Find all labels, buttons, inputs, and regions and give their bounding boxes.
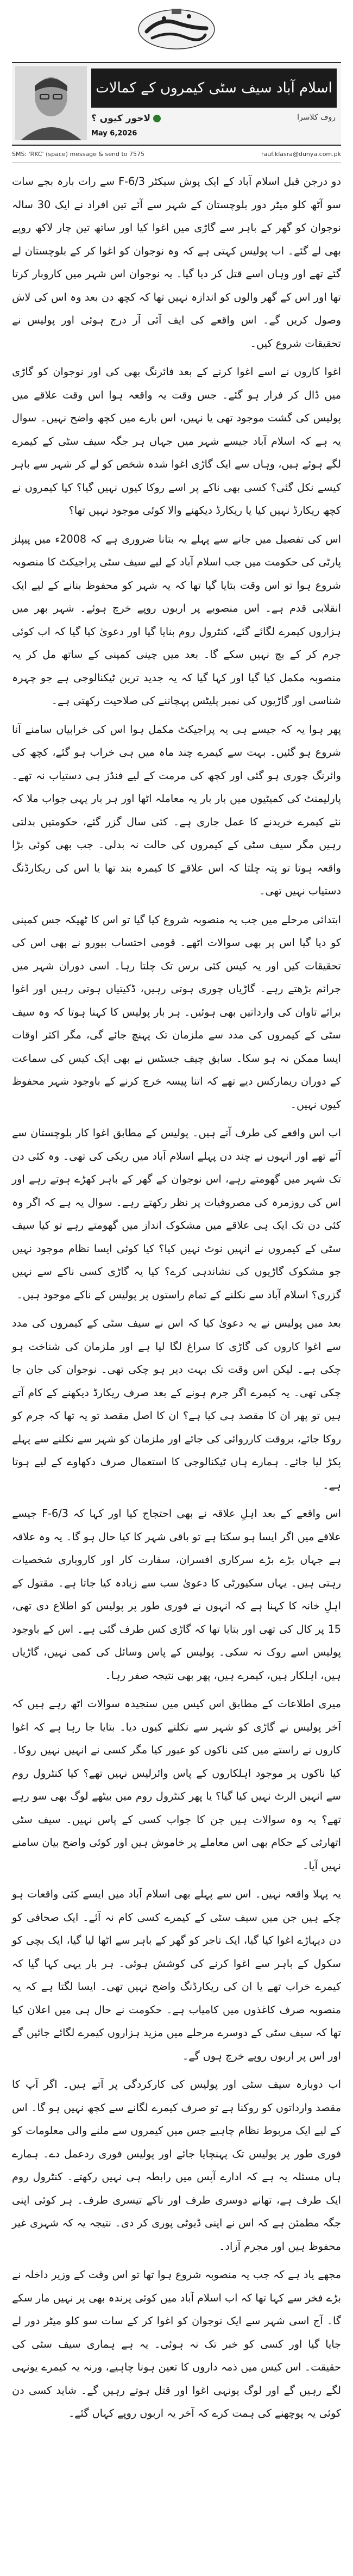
body-paragraph: بعد میں پولیس نے یہ دعویٰ کیا کہ اس نے سیف سٹی کے کیمروں کی مدد سے اغوا کاروں کی گاڑی کا سراغ لگا لیا ہے اور ملزمان کی شناخت ہو چکی ہے۔ لیکن اس وقت تک بہت دیر ہو چکی تھی۔ نوجوان کی جان جا چکی تھی۔ یہ کیمرے اگر جرم ہونے کے بعد صرف ریکارڈ دیکھنے کے کام آتے ہیں تو پھر ان کا مقصد ہی کیا ہے؟ ان کا اصل مقصد تو یہ تھا کہ جرم کو روکا جائے، بروقت کارروائی کی جائے اور ملزمان کو شہر سے نکلنے سے پہلے پکڑ لیا جائے۔ ہمارے ہاں ٹیکنالوجی کا استعمال صرف دکھاوے کے لیے ہوتا ہے۔ bbox=[12, 1317, 341, 1491]
sms-info: SMS: 'RKC' (space) message & send to 7575 bbox=[12, 150, 144, 158]
dunya-logo bbox=[136, 7, 217, 52]
article-body bbox=[12, 170, 341, 2425]
body-paragraph: پھر ہوا یہ کہ جیسے ہی یہ پراجیکٹ مکمل ہوا اس کی خرابیاں سامنے آنا شروع ہو گئیں۔ بہت سے کیمرے چند ماہ میں ہی خراب ہو گئے، کچھ کی وائرنگ چوری ہو گئی اور کچھ کی مرمت کے لیے فنڈز ہی دستیاب نہ تھے۔ پارلیمنٹ کی کمیٹیوں میں بار بار یہ معاملہ اٹھا اور ہر بار یہی جواب ملا کہ نئے کیمرے خریدنے کا عمل جاری ہے۔ کئی سال گزر گئے، حکومتیں بدلتی رہیں مگر سیف سٹی کے کیمروں کی حالت نہ بدلی۔ جب بھی کوئی بڑا واقعہ ہوتا تو پتہ چلتا کہ اس علاقے کا کیمرہ بند تھا یا اس کی ریکارڈنگ دستیاب نہیں تھی۔ bbox=[12, 723, 341, 897]
publish-date: May 6,2026 bbox=[91, 129, 137, 138]
column-header bbox=[12, 62, 341, 146]
author-email: rauf.klasra@dunya.com.pk bbox=[261, 150, 341, 158]
body-paragraph: مجھے یاد ہے کہ جب یہ منصوبہ شروع ہوا تھا تو اس وقت کے وزیر داخلہ نے بڑے فخر سے کہا تھا کہ اب اسلام آباد میں کوئی پرندہ بھی پر نہیں مار سکے گا۔ آج اسی شہر سے ایک نوجوان کو اغوا کر کے سات سو کلو میٹر دور لے جایا گیا اور کسی کو خبر تک نہ ہوئی۔ یہ ہے ہماری سیف سٹی کی حقیقت۔ اس کیس میں ذمہ داروں کا تعین ہونا چاہیے، ورنہ یہ کیمرے یونہی لگے رہیں گے اور لوگ یونہی اغوا اور قتل ہوتے رہیں گے۔ شاید کسی دن کوئی یہ پوچھنے کی ہمت کرے کہ آخر یہ اربوں روپے کہاں گئے۔ bbox=[12, 2268, 341, 2419]
body-paragraph: ابتدائی مرحلے میں جب یہ منصوبہ شروع کیا گیا تو اس کا ٹھیکہ جس کمپنی کو دیا گیا اس پر بھی سوالات اٹھے۔ قومی احتساب بیورو نے بھی اس کی تحقیقات کیں اور یہ کیس کئی برس تک چلتا رہا۔ اسی دوران شہر میں جرائم بڑھتے رہے۔ گاڑیاں چوری ہوتی رہیں، ڈکیتیاں ہوتی رہیں اور اغوا برائے تاوان کی وارداتیں بھی ہوئیں۔ ہر بار پولیس کا کہنا ہوتا کہ وہ سیف سٹی کے کیمروں کی مدد سے ملزمان تک پہنچ جائے گی، مگر اکثر اوقات ایسا ممکن نہ ہو سکا۔ سابق چیف جسٹس نے بھی ایک کیس کی سماعت کے دوران ریمارکس دیے تھے کہ اتنا پیسہ خرچ کرنے کے باوجود شہر محفوظ کیوں نہیں۔ bbox=[12, 913, 341, 1111]
body-paragraph: یہ پہلا واقعہ نہیں۔ اس سے پہلے بھی اسلام آباد میں ایسے کئی واقعات ہو چکے ہیں جن میں سیف سٹی کے کیمرے کسی کام نہ آئے۔ ایک صحافی کو دن دیہاڑے اغوا کیا گیا، ایک تاجر کو گھر کے باہر سے اٹھا لیا گیا، ایک بچی کو سکول کے باہر سے اغوا کرنے کی کوشش ہوئی۔ ہر بار یہی کہا گیا کہ کیمرے خراب تھے یا ان کی ریکارڈنگ واضح نہیں تھی۔ ایسا لگتا ہے کہ یہ منصوبہ صرف کاغذوں میں کامیاب ہے۔ حکومت نے حال ہی میں اعلان کیا تھا کہ سیف سٹی کے دوسرے مرحلے میں مزید ہزاروں کیمرے لگائے جائیں گے اور اس پر اربوں روپے خرچ ہوں گے۔ bbox=[12, 1888, 341, 2062]
masthead bbox=[12, 0, 341, 59]
body-paragraph: اس کی تفصیل میں جانے سے پہلے یہ بتانا ضروری ہے کہ 2008ء میں پیپلز پارٹی کی حکومت میں جب اسلام آباد کے لیے سیف سٹی پراجیکٹ کا منصوبہ شروع ہوا تو اس وقت بتایا گیا تھا کہ یہ شہر کو محفوظ بنانے کے لیے ایک انقلابی قدم ہے۔ اس منصوبے پر اربوں روپے خرچ ہوئے۔ شہر بھر میں ہزاروں کیمرے لگائے گئے، کنٹرول روم بنایا گیا اور دعویٰ کیا گیا کہ اب کوئی جرم کر کے بچ نہیں سکے گا۔ بعد میں چینی کمپنی کے ساتھ مل کر یہ منصوبہ مکمل کیا گیا اور کہا گیا کہ یہ جدید ترین ٹیکنالوجی ہے جو چہرہ شناسی اور گاڑیوں کی نمبر پلیٹس پہچاننے کی صلاحیت رکھتی ہے۔ bbox=[12, 532, 342, 707]
body-paragraph: اغوا کاروں نے اسے اغوا کرنے کے بعد فائرنگ بھی کی اور نوجوان کو گاڑی میں ڈال کر فرار ہو گئے۔ جس وقت یہ واقعہ ہوا اس وقت علاقے میں پولیس کی گشت موجود تھی یا نہیں، اس بارے میں کچھ واضح نہیں۔ سوال یہ ہے کہ اسلام آباد جیسے شہر میں جہاں ہر جگہ سیف سٹی کے کیمرے لگے ہوئے ہیں، وہاں سے ایک گاڑی اغوا شدہ شخص کو لے کر شہر سے باہر کیسے نکل گئی؟ کسی بھی ناکے پر اسے روکا کیوں نہیں گیا؟ کیا کیمروں نے کچھ ریکارڈ نہیں کیا یا ریکارڈ دیکھنے والا کوئی موجود نہیں تھا؟ bbox=[12, 365, 341, 517]
contact-row bbox=[12, 146, 341, 163]
body-paragraph: دو درجن قبل اسلام آباد کے ایک پوش سیکٹر F-6/3 سے رات بارہ بجے سات سو آٹھ کلو میٹر دور بلوچستان کے شہر سے آئے تین افراد نے ایک 30 سالہ نوجوان کو گھر کے باہر سے گاڑی میں اغوا کیا اور ساتھ تین چار لاکھ روپے بھی لے گئے۔ اب پولیس کہتی ہے کہ وہ نوجوان کو اغوا کر کے بلوچستان لے گئے تھے اور وہاں اسے قتل کر دیا گیا۔ یہ نوجوان اس شہر میں کاروبار کرتا تھا اور اس کے گھر والوں کو اندازہ نہیں تھا کہ کچھ دن بعد وہ اس کی لاش وصول کریں گے۔ اس واقعے کی ایف آئی آر درج ہوئی اور پولیس نے تحقیقات شروع کیں۔ bbox=[12, 175, 341, 350]
body-paragraph: اس واقعے کے بعد اہلِ علاقہ نے بھی احتجاج کیا اور کہا کہ F-6/3 جیسے علاقے میں اگر ایسا ہو سکتا ہے تو باقی شہر کا کیا حال ہو گا۔ یہ وہ علاقہ ہے جہاں بڑے بڑے سرکاری افسران، سفارت کار اور کاروباری شخصیات رہتی ہیں۔ یہاں سکیورٹی کا دعویٰ سب سے زیادہ کیا جاتا ہے۔ مقتول کے اہلِ خانہ کا کہنا ہے کہ انہوں نے فوری طور پر پولیس کو اطلاع دی تھی، 15 پر کال کی تھی اور بتایا تھا کہ گاڑی کس طرف گئی ہے۔ اس کے باوجود پولیس اسے روک نہ سکی۔ پولیس کے پاس وسائل کی کمی نہیں، گاڑیاں ہیں، اہلکار ہیں، کیمرے ہیں، پھر بھی نتیجہ صفر رہا۔ bbox=[12, 1507, 341, 1682]
body-paragraph: اب دوبارہ سیف سٹی اور پولیس کی کارکردگی پر آتے ہیں۔ اگر آپ کا مقصد وارداتوں کو روکنا ہے تو صرف کیمرے لگانے سے کچھ نہیں ہو گا۔ اس کے لیے ایک مربوط نظام چاہیے جس میں کیمروں سے ملنے والی معلومات کو فوری طور پر پولیس تک پہنچایا جائے اور پولیس فوری ردعمل دے۔ ہمارے ہاں مسئلہ یہ ہے کہ ادارے آپس میں رابطہ ہی نہیں رکھتے۔ کنٹرول روم ایک طرف ہے، تھانے دوسری طرف اور ناکے تیسری طرف۔ ہر کوئی اپنی جگہ مطمئن ہے کہ اس نے اپنی ڈیوٹی پوری کر دی۔ نتیجہ یہ کہ شہری غیر محفوظ ہیں اور مجرم آزاد۔ bbox=[12, 2078, 341, 2253]
author-name: روف کلاسرا bbox=[297, 113, 336, 122]
column-badge-icon bbox=[153, 115, 161, 122]
author-photo bbox=[15, 66, 87, 140]
column-name-text: لاحور کیوں ؟ bbox=[91, 113, 151, 124]
column-title: اسلام آباد سیف سٹی کیمروں کے کمالات bbox=[91, 69, 337, 108]
body-paragraph: میری اطلاعات کے مطابق اس کیس میں سنجیدہ سوالات اٹھ رہے ہیں کہ آخر پولیس نے گاڑی کو شہر سے نکلنے کیوں دیا۔ بتایا جا رہا ہے کہ اغوا کاروں نے راستے میں کئی ناکوں کو عبور کیا مگر کسی نے انہیں نہیں روکا۔ کیا ناکوں پر موجود اہلکاروں کے پاس وائرلیس نہیں تھے؟ کیا کنٹرول روم سے انہیں الرٹ نہیں کیا گیا؟ یا پھر کنٹرول روم میں بیٹھے لوگ بھی سو رہے تھے؟ یہ وہ سوالات ہیں جن کا جواب کسی کے پاس نہیں۔ سیف سٹی اتھارٹی کے حکام بھی اس معاملے پر خاموش ہیں اور کوئی واضح بیان سامنے نہیں آیا۔ bbox=[12, 1697, 341, 1872]
body-paragraph: اب اس واقعے کی طرف آتے ہیں۔ پولیس کے مطابق اغوا کار بلوچستان سے آئے تھے اور انہوں نے چند دن پہلے اسلام آباد میں ریکی کی تھی۔ وہ کئی دن تک شہر میں گھومتے رہے، اس نوجوان کے گھر کے باہر کھڑے ہوتے رہے اور اس کی روزمرہ کی مصروفیات پر نظر رکھتے رہے۔ سوال یہ ہے کہ اگر وہ کئی دن تک ایک ہی علاقے میں مشکوک انداز میں گھومتے رہے تو کیا سیف سٹی کے کیمروں نے انہیں نوٹ نہیں کیا؟ کیا کوئی ایسا نظام موجود نہیں جو مشکوک گاڑیوں کی نشاندہی کرے؟ کیا یہ گاڑی کسی ناکے سے نہیں گزری؟ اسلام آباد سے نکلنے کے تمام راستوں پر پولیس کے ناکے موجود ہیں۔ bbox=[12, 1127, 341, 1301]
column-name bbox=[91, 113, 161, 124]
